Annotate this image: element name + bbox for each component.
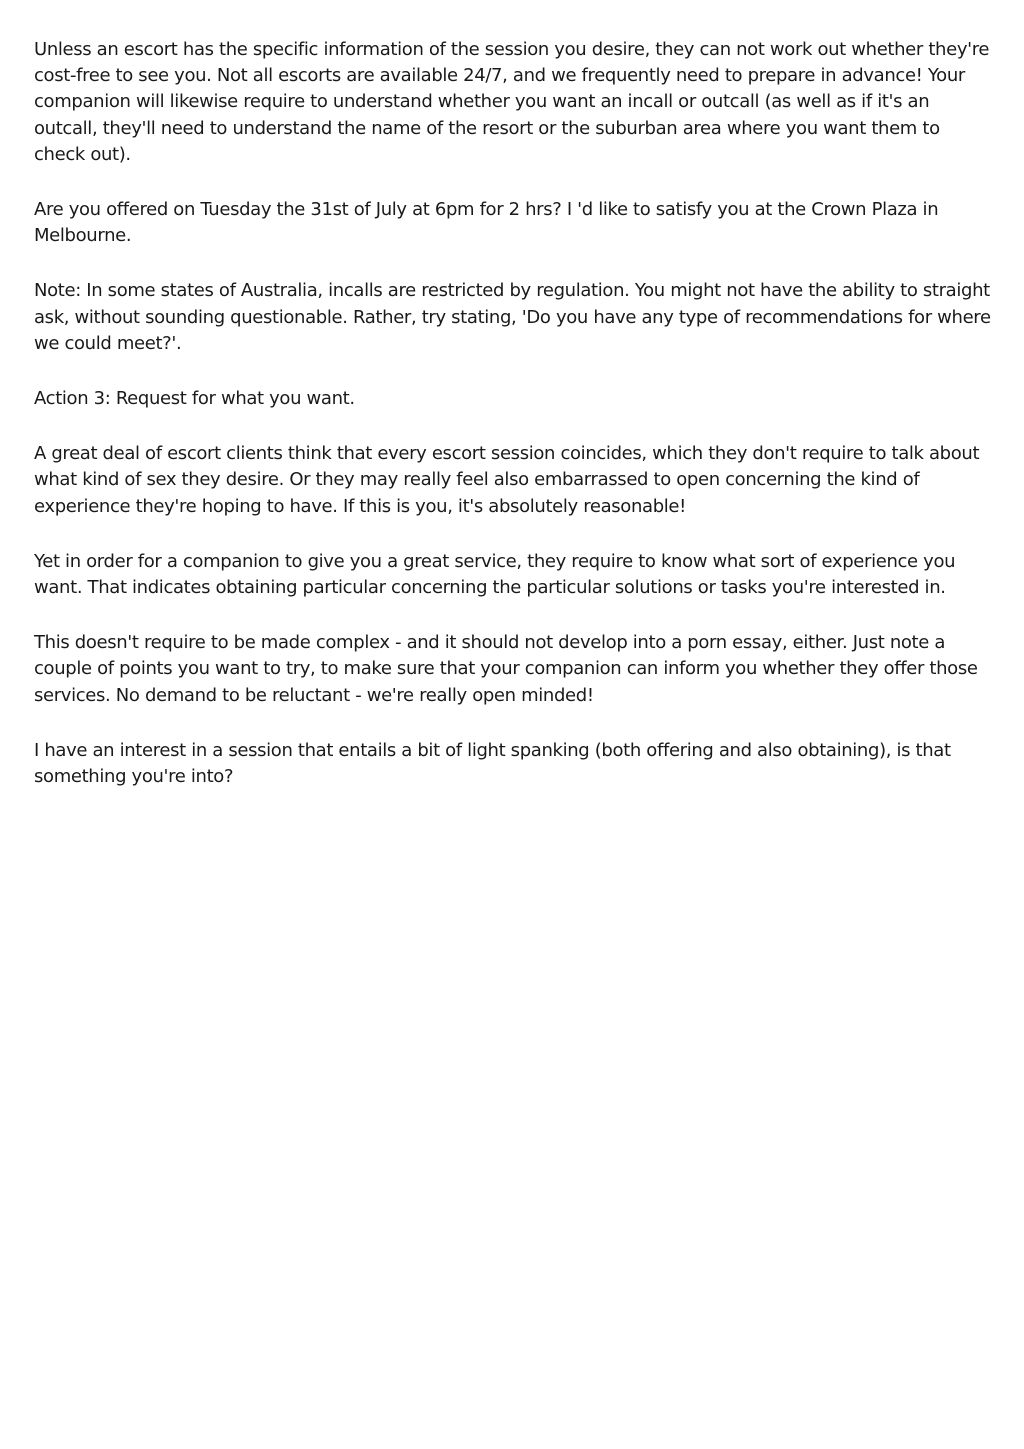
paragraph-service: Yet in order for a companion to give you a great service, they require to know what sort of experience you want. That indicates obtaining particular concerning the particular solutions or tasks you're interested in. bbox=[34, 550, 956, 599]
document-body bbox=[34, 37, 992, 819]
paragraph-example-request: Are you offered on Tuesday the 31st of July at 6pm for 2 hrs? I 'd like to satisfy you at the Crown Plaza in Melbourne. bbox=[34, 199, 939, 247]
paragraph-example-interest: I have an interest in a session that entails a bit of light spanking (both offering and also obtaining), is that something you're into? bbox=[34, 739, 951, 788]
paragraph-note: Note: In some states of Australia, incalls are restricted by regulation. You might not have the ability to straight ask, without sounding questionable. Rather, try stating, 'Do you have any type of recommendations for where we could meet?'. bbox=[34, 280, 991, 354]
paragraph-step-heading: Action 3: Request for what you want. bbox=[34, 388, 355, 410]
paragraph-availability: Unless an escort has the specific information of the session you desire, they can not work out whether they're cost-free to see you. Not all escorts are available 24/7, and we frequently need to prepare in advance! Your companion will likewise require to understand whether you want an incall or outcall (as well as if it's an outcall, they'll need to understand the name of the resort or the suburban area where you want them to check out). bbox=[34, 39, 990, 165]
paragraph-clients: A great deal of escort clients think that every escort session coincides, which they don't require to talk about what kind of sex they desire. Or they may really feel also embarrassed to open concerning the kind of experience they're hoping to have. If this is you, it's absolutely reasonable! bbox=[34, 443, 980, 517]
paragraph-keep-simple: This doesn't require to be made complex - and it should not develop into a porn essay, either. Just note a couple of points you want to try, to make sure that your companion can inform you whether they offer those services. No demand to be reluctant - we're really open minded! bbox=[34, 632, 978, 706]
